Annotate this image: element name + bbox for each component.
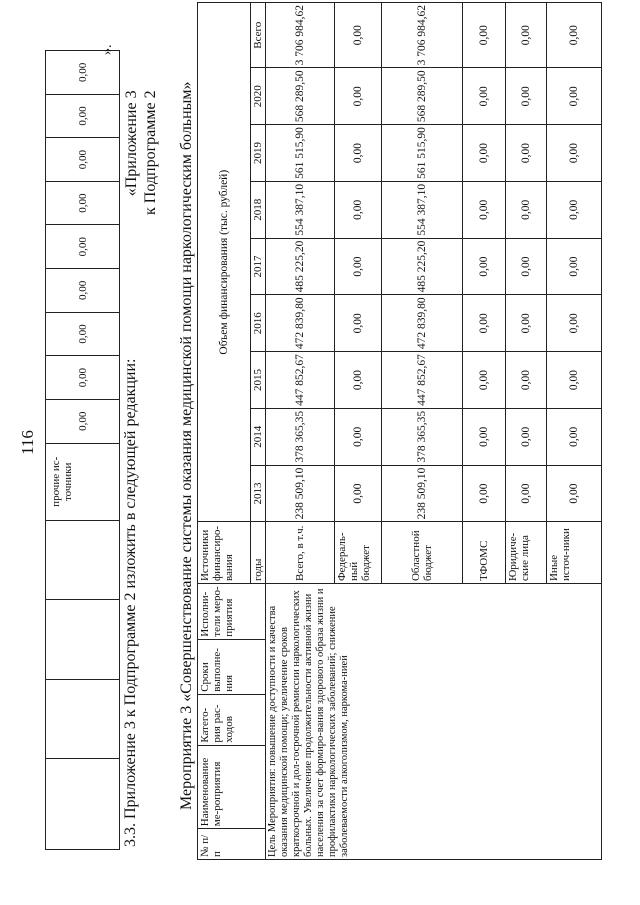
value-cell: 447 852,67 <box>382 352 463 409</box>
table-row <box>266 3 335 860</box>
year-header: 2018 <box>251 181 266 238</box>
value-cell: 0,00 <box>547 295 602 352</box>
measure-title: Мероприятие 3 «Совершенствование системы оказания медицинской помощи наркологическим больным» <box>178 81 195 810</box>
annex-heading-line: «Приложение 3 <box>123 90 140 197</box>
year-header: 2020 <box>251 68 266 125</box>
value-cell: 0,00 <box>547 68 602 125</box>
source-label: Иные источ-ники <box>547 522 602 584</box>
value-cell: 568 289,50 <box>266 68 335 125</box>
years-label: годы <box>251 522 266 584</box>
value-cell: 0,00 <box>547 465 602 522</box>
value-cell: 0,00 <box>335 352 382 409</box>
table-cell <box>46 600 120 679</box>
value-cell: 0,00 <box>547 352 602 409</box>
value-cell: 0,00 <box>463 68 506 125</box>
value-cell: 3 706 984,62 <box>266 3 335 68</box>
value-cell: 0,00 <box>547 3 602 68</box>
value-cell: 0,00 <box>335 238 382 295</box>
amendment-text: 3.3. Приложение 3 к Подпрограмме 2 изложить в следующей редакции: <box>122 358 139 847</box>
value-cell: 0,00 <box>463 238 506 295</box>
header-sources: Источники финансиро-вания <box>198 522 251 584</box>
value-cell: 561 515,90 <box>382 125 463 182</box>
header-num: № п/п <box>198 829 266 860</box>
year-header: 2015 <box>251 352 266 409</box>
header-category: Катего-рия рас-ходов <box>198 694 266 745</box>
value-cell: 0,00 <box>463 408 506 465</box>
value-cell: 3 706 984,62 <box>382 3 463 68</box>
value-cell: 0,00 <box>506 238 547 295</box>
table-cell <box>46 679 120 758</box>
value-cell: 0,00 <box>463 352 506 409</box>
financing-table <box>197 2 602 860</box>
header-volume: Объем финансирования (тыс. рублей) <box>198 3 251 522</box>
header-name: Наименование ме-роприятия <box>198 745 266 829</box>
annex-heading-line: к Подпрограмме 2 <box>142 90 159 215</box>
value-cell: 0,00 <box>506 352 547 409</box>
value-cell: 0,00 <box>506 181 547 238</box>
value-cell: 0,00 <box>547 238 602 295</box>
table-cell <box>46 521 120 600</box>
value-cell: 0,00 <box>335 408 382 465</box>
value-cell: 0,00 <box>463 465 506 522</box>
value-cell: 0,00 <box>506 465 547 522</box>
source-label: Юридиче-ские лица <box>506 522 547 584</box>
header-terms: Сроки выполне-ния <box>198 639 266 694</box>
header-executors: Исполни-тели меро-приятия <box>198 584 266 640</box>
closing-quote: ». <box>100 44 115 55</box>
value-cell: 0,00 <box>335 68 382 125</box>
value-cell: 378 365,35 <box>266 408 335 465</box>
source-cell: прочие ис-точники <box>46 443 120 521</box>
value-cell: 485 225,20 <box>382 238 463 295</box>
value-cell: 0,00 <box>46 356 120 400</box>
value-cell: 238 509,10 <box>382 465 463 522</box>
year-header: 2014 <box>251 408 266 465</box>
value-cell: 0,00 <box>46 312 120 356</box>
source-label: Федераль-ный бюджет <box>335 522 382 584</box>
value-cell: 0,00 <box>335 465 382 522</box>
year-header: 2013 <box>251 465 266 522</box>
value-cell: 554 387,10 <box>382 181 463 238</box>
header-row <box>198 3 251 860</box>
table-cell <box>46 758 120 849</box>
year-header: Всего <box>251 3 266 68</box>
value-cell: 0,00 <box>506 3 547 68</box>
value-cell: 0,00 <box>46 181 120 225</box>
value-cell: 0,00 <box>547 125 602 182</box>
value-cell: 0,00 <box>46 225 120 269</box>
page-number: 116 <box>18 430 37 455</box>
source-label: Областной бюджет <box>382 522 463 584</box>
value-cell: 0,00 <box>463 181 506 238</box>
value-cell: 378 365,35 <box>382 408 463 465</box>
value-cell: 0,00 <box>46 399 120 443</box>
value-cell: 238 509,10 <box>266 465 335 522</box>
value-cell: 0,00 <box>547 181 602 238</box>
value-cell: 0,00 <box>547 408 602 465</box>
value-cell: 0,00 <box>46 94 120 138</box>
value-cell: 561 515,90 <box>266 125 335 182</box>
value-cell: 472 839,80 <box>266 295 335 352</box>
annex-heading <box>122 90 160 215</box>
value-cell: 0,00 <box>463 125 506 182</box>
value-cell: 0,00 <box>335 295 382 352</box>
value-cell: 447 852,67 <box>266 352 335 409</box>
value-cell: 0,00 <box>335 181 382 238</box>
year-header: 2016 <box>251 295 266 352</box>
table-row <box>46 51 120 850</box>
previous-table-continuation <box>45 50 120 850</box>
value-cell: 0,00 <box>46 269 120 313</box>
value-cell: 485 225,20 <box>266 238 335 295</box>
value-cell: 0,00 <box>335 3 382 68</box>
value-cell: 0,00 <box>506 125 547 182</box>
source-label: Всего, в т.ч. <box>266 522 335 584</box>
year-header: 2017 <box>251 238 266 295</box>
value-cell: 0,00 <box>46 51 120 95</box>
goal-text: Цель Мероприятия: повышение доступности и качества оказания медицинской помощи; увеличение сроков краткосрочной и дол-госрочной ремиссии наркологических больных. Увеличение продолжительности активной жизни населения за счет формиро-вания здорового образа жизни и профилактики наркологических заболеваний; снижение заболеваемости алкоголизмом, наркома-нией <box>266 584 602 860</box>
value-cell: 472 839,80 <box>382 295 463 352</box>
value-cell: 0,00 <box>506 68 547 125</box>
value-cell: 568 289,50 <box>382 68 463 125</box>
value-cell: 0,00 <box>463 3 506 68</box>
value-cell: 0,00 <box>463 295 506 352</box>
value-cell: 0,00 <box>335 125 382 182</box>
value-cell: 554 387,10 <box>266 181 335 238</box>
value-cell: 0,00 <box>46 138 120 182</box>
value-cell: 0,00 <box>506 408 547 465</box>
source-label: ТФОМС <box>463 522 506 584</box>
value-cell: 0,00 <box>506 295 547 352</box>
year-header: 2019 <box>251 125 266 182</box>
